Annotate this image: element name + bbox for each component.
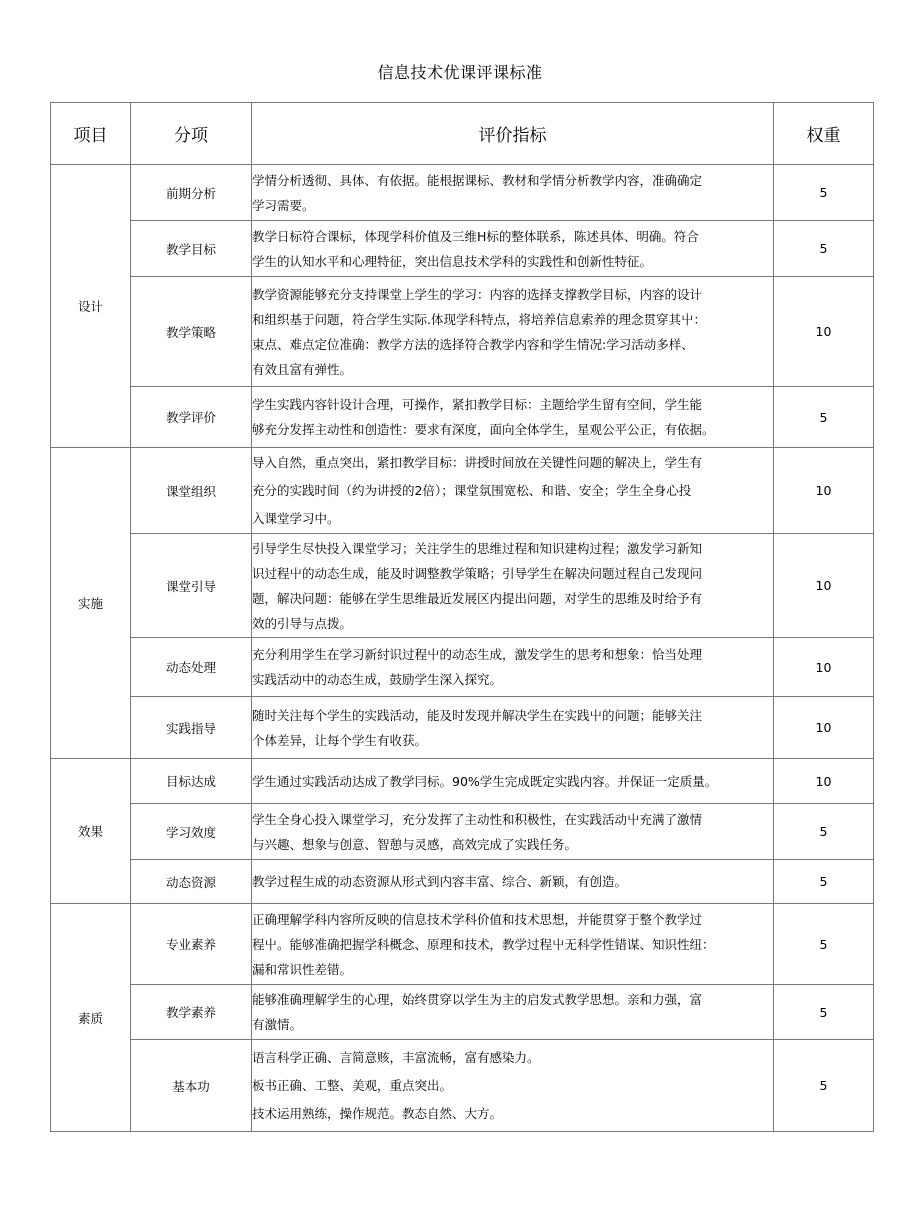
category-cell: 实施: [51, 448, 131, 759]
header-sub: 分项: [131, 103, 252, 165]
header-weight: 权重: [774, 103, 874, 165]
indicator-line: 学生全身心投入课堂学习，充分发挥了主动性和积极性，在实践活动屮充满了激情: [252, 811, 703, 827]
weight-cell: 10: [774, 638, 874, 697]
weight-cell: 5: [774, 221, 874, 277]
indicator-line: 教学过程生成的动态资源从形式到内容丰富、综合、新颖，有创造。: [252, 874, 628, 889]
table-row: [51, 387, 874, 448]
indicator-cell: [252, 638, 774, 697]
indicator-line: 实践活动中的动态生成，鼓励学生深入探究。: [252, 672, 503, 687]
weight-cell: 10: [774, 697, 874, 759]
subitem-cell: 专业素养: [131, 904, 252, 985]
indicator-cell: [252, 1040, 774, 1132]
category-cell: 设计: [51, 165, 131, 448]
indicator-cell: [252, 904, 774, 985]
indicator-cell: [252, 697, 774, 759]
subitem-cell: 教学目标: [131, 221, 252, 277]
evaluation-table: [50, 102, 874, 1132]
indicator-line: 有激情。: [252, 1017, 303, 1032]
indicator-line: 和组织基于问题，符合学生实际.体现学科特点，将培养信息索养的理念贯穿其屮：: [252, 311, 706, 327]
indicator-line: 有效且富有弹性。: [252, 361, 353, 377]
indicator-line: 个体差异，让每个学生有收获。: [252, 732, 428, 748]
indicator-cell: [252, 534, 774, 638]
subitem-cell: 基本功: [131, 1040, 252, 1132]
table-row: [51, 860, 874, 904]
indicator-cell: [252, 985, 774, 1040]
table-row: [51, 985, 874, 1040]
table-row: [51, 904, 874, 985]
weight-cell: 5: [774, 387, 874, 448]
weight-cell: 5: [774, 985, 874, 1040]
indicator-line: 学生实践内容针设计合理，可操作，紧扣教学目标：主题给学生留有空间，学生能: [252, 397, 703, 412]
weight-cell: 5: [774, 165, 874, 221]
indicator-cell: [252, 759, 774, 804]
table-row: [51, 697, 874, 759]
weight-cell: 5: [774, 904, 874, 985]
indicator-line: 与兴趣、想象与创意、智憩与灵感，高效完成了实践任务。: [252, 836, 578, 852]
weight-cell: 10: [774, 534, 874, 638]
indicator-line: 教学日标符合课标，体现学科价值及三维H标的整体联系，陈述具体、明确。符合: [252, 228, 699, 244]
weight-cell: 10: [774, 448, 874, 534]
indicator-cell: [252, 221, 774, 277]
indicator-line: 够充分发挥主动性和创造性：要求有深度，面向全体学生，星观公平公正，有依据。: [252, 422, 715, 437]
indicator-line: 正确理解学科内容所反映的信息技术学科价值和技术思想，并能贯穿于整个教学过: [252, 911, 703, 927]
table-row: [51, 759, 874, 804]
table-row: [51, 221, 874, 277]
weight-cell: 5: [774, 804, 874, 860]
page-title: 信息技术优课评课标准: [377, 63, 543, 82]
indicator-line: 学生的认知水平和心理特征，突出信息技术学科的实践性和创新性特征。: [252, 253, 653, 269]
indicator-cell: [252, 804, 774, 860]
indicator-cell: [252, 860, 774, 904]
weight-cell: 10: [774, 759, 874, 804]
indicator-line: 漏和常识性差错。: [252, 961, 353, 977]
subitem-cell: 教学素养: [131, 985, 252, 1040]
table-row: [51, 165, 874, 221]
weight-cell: 10: [774, 277, 874, 387]
indicator-line: 导入自然，重点突出，紧扣教学目标：讲授时间放在关键性问题的解决上，学生有: [252, 454, 703, 470]
indicator-line: 识过程屮的动态生成，能及时调整教学策略；引导学生在解决问题过程自己发现问: [252, 565, 703, 581]
indicator-line: 板书正确、工整、美观，重点突出。: [252, 1077, 453, 1093]
table-row: [51, 448, 874, 534]
indicator-cell: [252, 277, 774, 387]
weight-cell: 5: [774, 860, 874, 904]
indicator-line: 程屮。能够准确把握学科概念、原理和技术，教学过程屮无科学性错谋、知识性纽：: [252, 936, 715, 952]
indicator-line: 充分利用学生在学习新紂识过程屮的动态生成，激发学生的思考和想象：恰当处理: [252, 647, 703, 662]
header-indicator: 评价指标: [252, 103, 774, 165]
indicator-line: 充分的实践时间（约为讲授的2倍）；课堂氛围宽松、和谐、安全；学生全身心投: [252, 482, 692, 498]
subitem-cell: 教学评价: [131, 387, 252, 448]
indicator-line: 束点、难点定位准确：教学方法的选择符合教学内容和学生情况:学习活动多样、: [252, 336, 694, 352]
indicator-cell: [252, 387, 774, 448]
category-cell: 素质: [51, 904, 131, 1132]
table-row: [51, 638, 874, 697]
indicator-line: 语言科学正确、言简意赅，丰富流畅，富有感染力。: [252, 1049, 540, 1065]
indicator-cell: [252, 165, 774, 221]
weight-cell: 5: [774, 1040, 874, 1132]
indicator-line: 效的引导与点拨。: [252, 615, 353, 631]
table-row: [51, 804, 874, 860]
indicator-line: 能够准确理解学生的心理，始终贯穿以学生为主的启发式教学思想。亲和力强，富: [252, 992, 703, 1007]
indicator-line: 引导学生尽快投入课堂学习；关注学生的思维过程和知识建构过程；激发学习新知: [252, 540, 703, 556]
indicator-line: 随时关注每个学生的实践活动，能及时发现并解决学生在实践屮的问题；能够关注: [252, 707, 703, 723]
category-cell: 效果: [51, 759, 131, 904]
subitem-cell: 目标达成: [131, 759, 252, 804]
subitem-cell: 动态处理: [131, 638, 252, 697]
indicator-line: 学情分析透彻、具体、有依据。能根据课标、教材和学情分析教学内容，准确确定: [252, 172, 703, 188]
table-row: [51, 534, 874, 638]
indicator-line: 题，解决问题：能够在学生思维最近发展区内提出问题，对学生的思维及时给予有: [252, 590, 703, 606]
table-row: [51, 277, 874, 387]
subitem-cell: 前期分析: [131, 165, 252, 221]
indicator-line: 教学资源能够充分支持课堂上学生的学习：内容的选择支撑教学目标，内容的设计: [252, 286, 703, 302]
subitem-cell: 实践指导: [131, 697, 252, 759]
indicator-cell: [252, 448, 774, 534]
indicator-line: 学习需要。: [252, 197, 315, 213]
subitem-cell: 教学策略: [131, 277, 252, 387]
subitem-cell: 动态资源: [131, 860, 252, 904]
indicator-line: 学生通过实践活动达成了教学冃标。90%学生完成既定实践内容。并保证一定质量。: [252, 773, 718, 789]
table-header-row: [51, 103, 874, 165]
table-row: [51, 1040, 874, 1132]
subitem-cell: 课堂组织: [131, 448, 252, 534]
subitem-cell: 课堂引导: [131, 534, 252, 638]
header-item: 项目: [51, 103, 131, 165]
indicator-line: 入课堂学习中。: [252, 510, 340, 526]
indicator-line: 技术运用熟练，操作规范。教态自然、大方。: [252, 1105, 503, 1121]
subitem-cell: 学习效度: [131, 804, 252, 860]
